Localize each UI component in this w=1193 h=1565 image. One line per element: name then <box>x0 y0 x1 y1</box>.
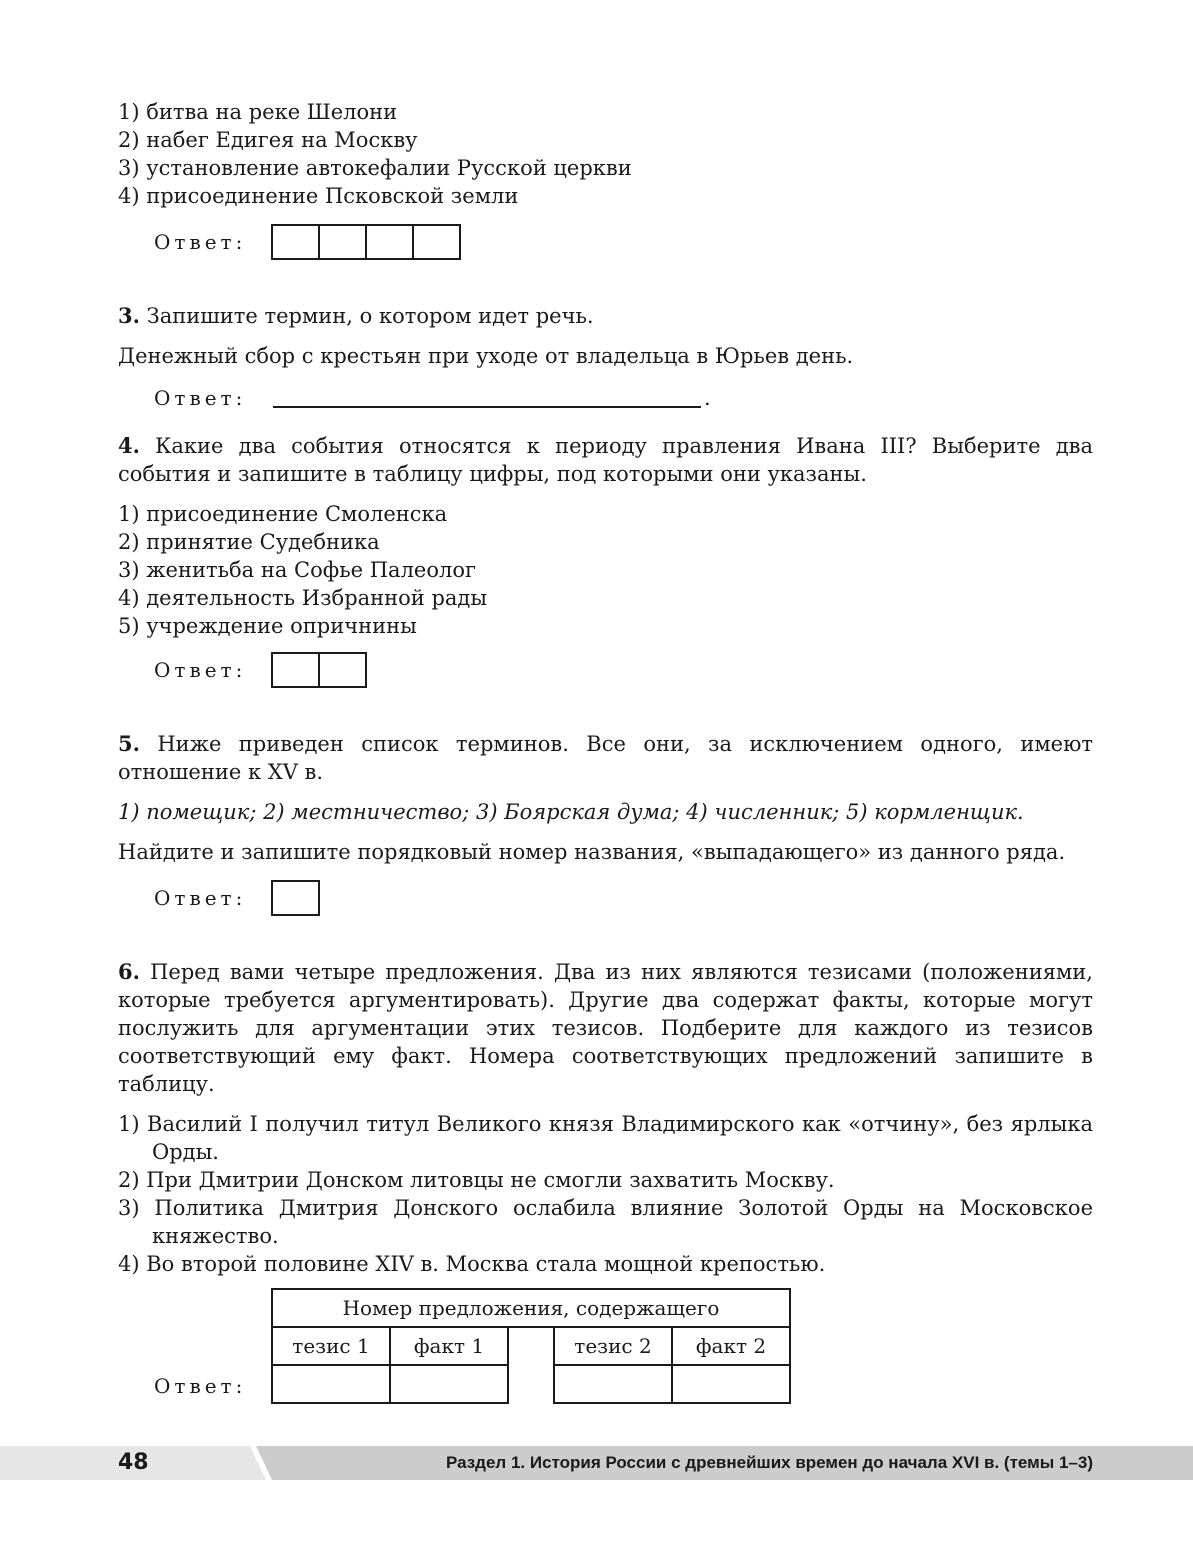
q6-table-header: Номер предложения, содержащего <box>272 1289 790 1327</box>
page-number: 48 <box>118 1450 149 1475</box>
page-content <box>118 98 1093 1404</box>
q4-option-5: 5) учреждение опричнины <box>118 614 417 638</box>
q3-number: 3. <box>118 303 140 328</box>
q3-answer <box>118 386 1093 410</box>
q4-text: Какие два события относятся к периоду правления Ивана III? Выберите два события и запишите в таблицу цифры, под которыми они указаны. <box>118 434 1093 486</box>
q5-task: Найдите и запишите порядковый номер названия, «выпадающего» из данного ряда. <box>118 840 1066 864</box>
q6-answer <box>118 1288 1093 1404</box>
answer-cell[interactable] <box>320 226 367 258</box>
q6-option-4: 4) Во второй половине XIV в. Москва стала мощной крепостью. <box>118 1252 826 1276</box>
q5-answer-boxes <box>271 880 320 916</box>
q4-answer <box>118 652 1093 688</box>
q5-answer <box>118 880 1093 916</box>
q6-option-3: 3) Политика Дмитрия Донского ослабила влияние Золотой Орды на Московское княжество. <box>118 1196 1093 1248</box>
q6-cell-fact-2[interactable] <box>672 1365 790 1403</box>
q4-option-2: 2) принятие Судебника <box>118 530 380 554</box>
q6-cell-thesis-1[interactable] <box>272 1365 390 1403</box>
q5-number: 5. <box>118 731 140 756</box>
q6-text: Перед вами четыре предложения. Два из них являются тезисами (положениями, которые требуется аргументировать). Другие два содержат факты, которые могут послужить для аргументации этих тезисов. Подберите для каждого из тезисов соответствующий ему факт. Номера соответствующих предложений запишите в таблицу. <box>118 960 1093 1096</box>
q6-col-fact-1: факт 1 <box>390 1327 508 1365</box>
q4-options <box>118 500 1093 640</box>
q3-description: Денежный сбор с крестьян при уходе от владельца в Юрьев день. <box>118 344 854 368</box>
answer-cell[interactable] <box>273 654 320 686</box>
q6-option-1: 1) Василий I получил титул Великого князя Владимирского как «отчину», без ярлыка Орды. <box>118 1112 1093 1164</box>
q3-question <box>118 302 1093 330</box>
q6-cell-thesis-2[interactable] <box>554 1365 672 1403</box>
q6-col-thesis-2: тезис 2 <box>554 1327 672 1365</box>
q5-text: Ниже приведен список терминов. Все они, за исключением одного, имеют отношение к XV в. <box>118 732 1093 784</box>
answer-cell[interactable] <box>273 226 320 258</box>
q2-options <box>118 98 1093 210</box>
q6-question <box>118 958 1093 1098</box>
answer-cell[interactable] <box>414 226 459 258</box>
q5-terms: 1) помещик; 2) местничество; 3) Боярская дума; 4) численник; 5) кормленщик. <box>118 800 1024 824</box>
answer-label: Ответ: <box>154 658 247 682</box>
q6-table-gap <box>508 1327 554 1365</box>
q6-table-gap <box>508 1365 554 1403</box>
q2-option-1: 1) битва на реке Шелони <box>118 100 398 124</box>
q5-question <box>118 730 1093 786</box>
q4-option-1: 1) присоединение Смоленска <box>118 502 448 526</box>
answer-label: Ответ: <box>154 1374 247 1398</box>
q3-answer-line[interactable] <box>273 388 701 408</box>
q2-option-2: 2) набег Едигея на Москву <box>118 128 418 152</box>
answer-cell[interactable] <box>273 882 318 914</box>
q2-answer-boxes <box>271 224 461 260</box>
q4-option-3: 3) женитьба на Софье Палеолог <box>118 558 476 582</box>
q6-col-fact-2: факт 2 <box>672 1327 790 1365</box>
q3-answer-dot: . <box>704 386 711 410</box>
q3-text: Запишите термин, о котором идет речь. <box>146 304 594 328</box>
q6-option-2: 2) При Дмитрии Донском литовцы не смогли захватить Москву. <box>118 1168 835 1192</box>
q4-answer-boxes <box>271 652 367 688</box>
q6-cell-fact-1[interactable] <box>390 1365 508 1403</box>
q6-options <box>118 1110 1093 1278</box>
answer-label: Ответ: <box>154 886 247 910</box>
q6-answer-table <box>271 1288 791 1404</box>
q4-option-4: 4) деятельность Избранной рады <box>118 586 488 610</box>
answer-cell[interactable] <box>320 654 365 686</box>
answer-label: Ответ: <box>154 386 247 410</box>
section-title: Раздел 1. История России с древнейших времен до начала XVI в. (темы 1–3) <box>445 1453 1093 1472</box>
q4-question <box>118 432 1093 488</box>
answer-label: Ответ: <box>154 230 247 254</box>
q4-number: 4. <box>118 433 140 458</box>
q2-answer <box>118 224 1093 260</box>
q6-col-thesis-1: тезис 1 <box>272 1327 390 1365</box>
answer-cell[interactable] <box>367 226 414 258</box>
q2-option-3: 3) установление автокефалии Русской церкви <box>118 156 632 180</box>
q2-option-4: 4) присоединение Псковской земли <box>118 184 519 208</box>
q6-number: 6. <box>118 959 140 984</box>
